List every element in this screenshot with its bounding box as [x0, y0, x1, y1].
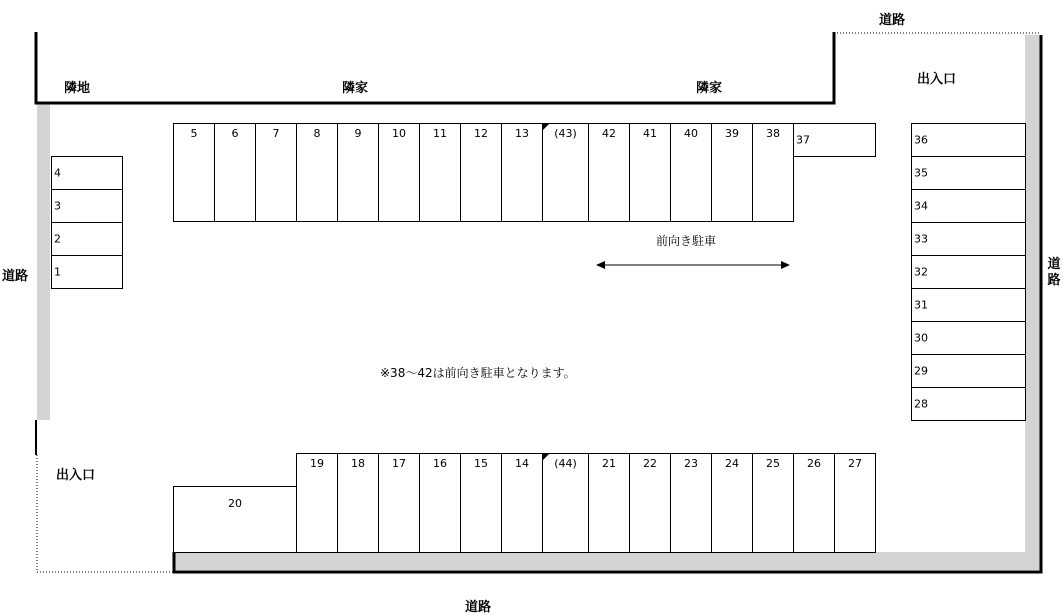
parking-space-38: 38	[752, 123, 794, 222]
parking-space-17: 17	[378, 453, 420, 553]
parking-space-30: 30	[911, 321, 1026, 355]
parking-space-4: 4	[51, 156, 123, 190]
parking-space-25: 25	[752, 453, 794, 553]
parking-space-34: 34	[911, 189, 1026, 223]
parking-space-16: 16	[419, 453, 461, 553]
forward-parking-note: ※38～42は前向き駐車となります。	[380, 366, 576, 380]
parking-space-21: 21	[588, 453, 630, 553]
parking-space-23: 23	[670, 453, 712, 553]
parking-space-27: 27	[834, 453, 876, 553]
road-strip-right	[1025, 35, 1040, 558]
parking-space-31: 31	[911, 288, 1026, 322]
parking-space-36: 36	[911, 123, 1026, 157]
road-label-bottom: 道路	[465, 600, 492, 615]
parking-space-10: 10	[378, 123, 420, 222]
parking-space-28: 28	[911, 387, 1026, 421]
parking-space-29: 29	[911, 354, 1026, 388]
parking-space-22: 22	[629, 453, 671, 553]
parking-space-9: 9	[337, 123, 379, 222]
neighbor-land-label: 隣地	[64, 81, 91, 96]
parking-space-12: 12	[460, 123, 502, 222]
neighbor-house-label-1: 隣家	[342, 81, 369, 96]
parking-space-15: 15	[460, 453, 502, 553]
parking-space-37: 37	[793, 123, 876, 157]
parking-space-43: (43)	[542, 123, 589, 222]
road-strip-bottom	[174, 552, 1040, 570]
parking-space-42: 42	[588, 123, 630, 222]
parking-space-40: 40	[670, 123, 712, 222]
parking-space-13: 13	[501, 123, 543, 222]
road-label-top: 道路	[879, 13, 906, 28]
arrow-head-left	[596, 261, 605, 269]
entrance-label-left: 出入口	[56, 468, 96, 483]
parking-space-44: (44)	[542, 453, 589, 553]
parking-space-39: 39	[711, 123, 753, 222]
parking-space-7: 7	[255, 123, 297, 222]
parking-space-26: 26	[793, 453, 835, 553]
forward-parking-label: 前向き駐車	[656, 234, 717, 248]
parking-space-6: 6	[214, 123, 256, 222]
parking-space-14: 14	[501, 453, 543, 553]
arrow-head-right	[781, 261, 790, 269]
parking-space-33: 33	[911, 222, 1026, 256]
parking-space-5: 5	[173, 123, 215, 222]
parking-space-2: 2	[51, 222, 123, 256]
parking-space-35: 35	[911, 156, 1026, 190]
parking-space-11: 11	[419, 123, 461, 222]
parking-space-24: 24	[711, 453, 753, 553]
road-label-left: 道路	[2, 269, 29, 284]
entrance-label-right: 出入口	[917, 72, 957, 87]
road-strip-left	[37, 103, 50, 420]
parking-space-20: 20	[173, 486, 297, 553]
road-label-right: 道路	[1047, 257, 1061, 288]
neighbor-house-label-2: 隣家	[696, 81, 723, 96]
parking-space-8: 8	[296, 123, 338, 222]
parking-space-19: 19	[296, 453, 338, 553]
parking-space-1: 1	[51, 255, 123, 289]
parking-space-32: 32	[911, 255, 1026, 289]
parking-space-18: 18	[337, 453, 379, 553]
parking-space-41: 41	[629, 123, 671, 222]
parking-space-3: 3	[51, 189, 123, 223]
